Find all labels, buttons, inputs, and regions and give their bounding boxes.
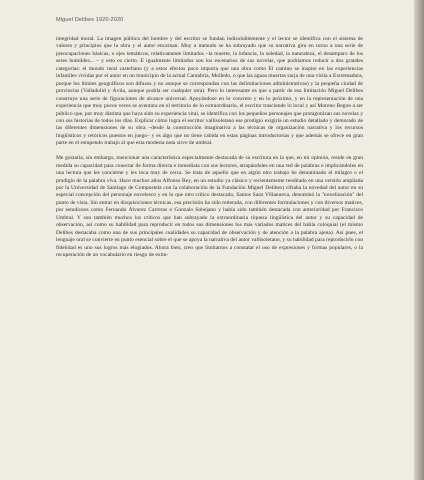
body-text [56,36,363,260]
running-head: Miguel Delibes 1920-2020 [56,17,124,23]
paragraph: Me gustaría, sin embargo, mencionar una característica especialmente destacada de su escritura en la que, en mi opinión, reside en gran medida su capacidad para conectar de forma directa e inmediata con sus lectores, atrapándoles en una red de palabras e implicándoles en una lectura que les concierne y les toca muy de cerca. Se trata de aquello que en algún otro trabajo he denominado el milagro o el prodigio de la palabra viva. Hace muchos años Alfonso Rey, en un estudio ya clásico y recientemente reeditado en una versión ampliada por la Universidad de Santiago de Compostela con la colaboración de la Fundación Miguel Delibes) cifraba la novedad del autor en su especial concepción del personaje novelesco y en lo que otro crítico destacado, Santos Sanz Villanueva, denominó la "novelización" del punto de vista. Sin entrar en disquisiciones técnicas, esa precisión ha sido reiterada, con diferentes formulaciones y con diversos matices, por estudiosos como Fernando Álvarez Carreras o Gonzalo Sobejano y había sido también destacada con anterioridad por Francisco Umbral. Y son también muchos los críticos que han subrayado la extraordinaria riqueza lingüística del autor y su capacidad de observación, así como su habilidad para reproducir en todos sus dimensiones los más variados matices del habla coloquial (el mismo Delibes destacaba como una de sus principales cualidades su capacidad de observación y de atención a la palabra ajena). Así pues, el lenguaje oral se convierte en punto esencial sobre el que se apoya la narrativa del autor vallisoletano, y su habilidad para reproducirlo con fidelidad es uno sus logros más elogiados. Ahora bien, creo que limitarnos a constatar el uso de expresiones y formas populares, o la recuperación de un vocabulario en riesgo de extin- [56,155,363,259]
paragraph: integridad moral. La imagen pública del hombre y del escritor se fundan indisolublemente y el lector se identifica con el sistema de valores y principios que la obra y el autor encarnan. Muy a menudo se ha subrayado que su narrativa gira en torno a una serie de preocupaciones básicas, o ejes temáticos, relativamente limitados –la muerte, la infancia, la soledad, la naturaleza, el desamparo de los seres humildes... – y esto es cierto. E igualmente limitados son los escenarios de sus novelas, que podríamos reducir a dos grandes categorías: el mundo rural castellano (y a estos efectos poco importa que una obra como El camino se inspire en las experiencias infantiles vividas por el autor en un municipio de la actual Cantabria, Molledo, o que las aguas muertas surja de una visita a Extremadura, porque los límites geográficos son difusos y no aunque se correspondan con las delimitaciones administrativas) y la pequeña ciudad de provincias (Valladolid y Ávila, aunque podría ser cualquier otra). Pero lo interesante es que a partir de esa limitación Miguel Delibes construye una serie de figuraciones de alcance universal. Apoyándose en lo concreto y en lo próximo, y en la representación de una experiencia que muy pocos veces se aventura en el territorio de lo extraordinario, el escritor trasciende lo local y así Moreno Begon a ser público que, por muy distinta que haya sido su experiencia vital, se identifica con los pequeños personajes que protagonizan sus novelas y con sus historias de todos los días. Explicar cómo logra el escritor vallisoletano ese prodigio exigiría un estudio detallado y demorado de las diferentes dimensiones de su obra –desde la construcción imaginativa a las técnicas de organización narrativa y los recursos lingüísticos y retóricos puestos en juego– y es algo que no tiene cabida en estas páginas introductorias y que además se ofrece en gran parte en el estupendo trabajo al que esta modesta nota sirve de umbral. [56,36,363,147]
book-spine-shadow [414,0,424,480]
